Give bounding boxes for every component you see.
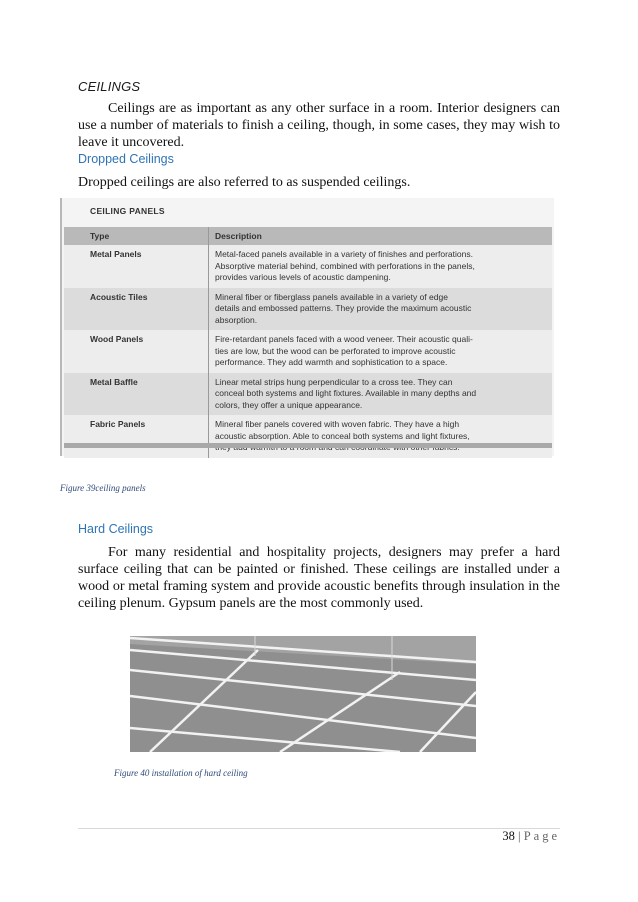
figure-39-caption: Figure 39ceiling panels <box>60 483 146 493</box>
ceiling-grid-illustration <box>130 636 476 752</box>
page-label: Page <box>523 829 560 843</box>
table-row <box>64 330 552 373</box>
row-type: Metal Baffle <box>64 373 209 416</box>
page-footer <box>490 829 560 844</box>
column-header-description: Description <box>209 227 553 245</box>
column-header-type: Type <box>64 227 209 245</box>
dropped-ceilings-paragraph: Dropped ceilings are also referred to as suspended ceilings. <box>78 175 411 190</box>
footer-divider <box>78 828 560 829</box>
description-line: Metal-faced panels available in a variety of finishes and perforations. <box>215 249 473 259</box>
row-type: Acoustic Tiles <box>64 288 209 331</box>
description-line: colors, they offer a unique appearance. <box>215 399 363 410</box>
figure-title: CEILING PANELS <box>90 206 165 216</box>
row-description <box>209 373 553 416</box>
ceiling-panels-table <box>64 227 552 458</box>
table-row <box>64 245 552 288</box>
section-heading-ceilings: CEILINGS <box>78 79 141 94</box>
row-type: Wood Panels <box>64 330 209 373</box>
row-description <box>209 245 553 288</box>
row-description <box>209 330 553 373</box>
footer-separator: | <box>518 829 521 843</box>
ceilings-paragraph <box>78 100 560 151</box>
subheading-dropped-ceilings: Dropped Ceilings <box>78 152 174 166</box>
description-line: acoustic absorption. Able to conceal both systems and light fixtures, <box>215 430 470 441</box>
page-number: 38 <box>502 829 515 843</box>
row-type: Fabric Panels <box>64 415 209 458</box>
table-row <box>64 373 552 416</box>
ceiling-panels-figure <box>60 198 554 456</box>
description-line: provides various levels of acoustic dampening. <box>215 272 391 282</box>
description-line: Mineral fiber panels covered with woven fabric. They have a high <box>215 419 460 429</box>
hard-ceilings-paragraph <box>78 544 560 612</box>
description-line: absorption. <box>215 314 258 325</box>
row-description <box>209 415 553 458</box>
table-row <box>64 288 552 331</box>
subheading-hard-ceilings: Hard Ceilings <box>78 522 154 536</box>
description-line: details and embossed patterns. They provide the maximum acoustic <box>215 303 472 313</box>
row-description <box>209 288 553 331</box>
table-row <box>64 415 552 458</box>
description-line: performance. They add warmth and sophistication to a space. <box>215 357 448 367</box>
row-type: Metal Panels <box>64 245 209 288</box>
description-line: conceal both systems and light fixtures. Available in many depths and <box>215 388 477 398</box>
hard-ceiling-photo <box>130 636 476 752</box>
description-line: ties are low, but the wood can be perforated to improve acoustic <box>215 345 456 356</box>
description-line: Absorptive material behind, combined with perforations in the panels, <box>215 260 475 271</box>
hard-ceilings-paragraph-text: For many residential and hospitality projects, designers may prefer a hard surface ceiling that can be painted or finished. These ceilings are installed under a wood or metal framing system and provide acoustic benefits through insulation in the ceiling plenum. Gypsum panels are the most commonly used. <box>78 545 560 611</box>
description-line: Linear metal strips hung perpendicular to a cross tee. They can <box>215 376 453 387</box>
ceilings-paragraph-text: Ceilings are as important as any other surface in a room. Interior designers can use a number of materials to finish a ceiling, though, in some cases, they may wish to leave it uncovered. <box>78 101 560 150</box>
description-line: Mineral fiber or fiberglass panels available in a variety of edge <box>215 291 448 302</box>
description-line: Fire-retardant panels faced with a wood veneer. Their acoustic quali- <box>215 334 473 344</box>
figure-40-caption: Figure 40 installation of hard ceiling <box>114 768 248 778</box>
figure-bottom-bar <box>64 443 552 448</box>
